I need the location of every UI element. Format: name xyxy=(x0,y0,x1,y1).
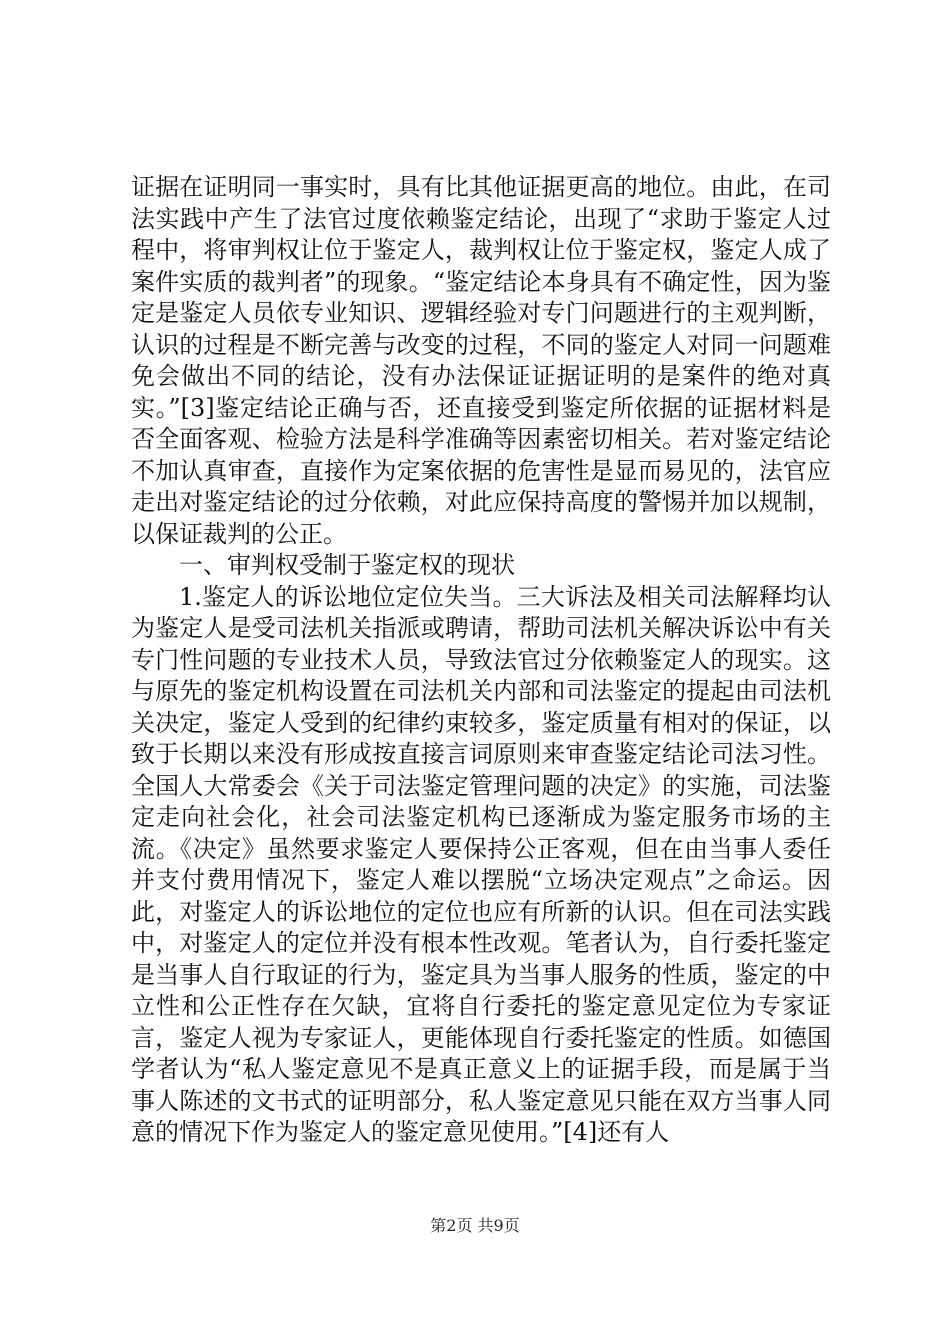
body-text xyxy=(131,172,831,1149)
page-number: 第2页 共9页 xyxy=(430,1216,520,1235)
page-footer xyxy=(0,1216,950,1236)
section-heading: 一、审判权受制于鉴定权的现状 xyxy=(179,551,515,579)
paragraph-item-1: 1.鉴定人的诉讼地位定位失当。三大诉法及相关司法解释均认为鉴定人是受司法机关指派或聘请，帮助司法机关解决诉讼中有关专门性问题的专业技术人员，导致法官过分依赖鉴定人的现实。这与原先的鉴定机构设置在司法机关内部和司法鉴定的提起由司法机关决定，鉴定人受到的纪律约束较多，鉴定质量有相对的保证，以致于长期以来没有形成按直接言词原则来审查鉴定结论司法习性。全国人大常委会《关于司法鉴定管理问题的决定》的实施，司法鉴定走向社会化，社会司法鉴定机构已逐渐成为鉴定服务市场的主流。《决定》虽然要求鉴定人要保持公正客观，但在由当事人委任并支付费用情况下，鉴定人难以摆脱“立场决定观点”之命运。因此，对鉴定人的诉讼地位的定位也应有所新的认识。但在司法实践中，对鉴定人的定位并没有根本性改观。笔者认为，自行委托鉴定是当事人自行取证的行为，鉴定具为当事人服务的性质，鉴定的中立性和公正性存在欠缺，宜将自行委托的鉴定意见定位为专家证言，鉴定人视为专家证人，更能体现自行委托鉴定的性质。如德国学者认为“私人鉴定意见不是真正意义上的证据手段，而是属于当事人陈述的文书式的证明部分，私人鉴定意见只能在双方当事人同意的情况下作为鉴定人的鉴定意见使用。”[4]还有人 xyxy=(131,582,831,1146)
paragraph-continuation: 证据在证明同一事实时，具有比其他证据更高的地位。由此，在司法实践中产生了法官过度依赖鉴定结论，出现了“求助于鉴定人过程中，将审判权让位于鉴定人，裁判权让位于鉴定权，鉴定人成了案件实质的裁判者”的现象。“鉴定结论本身具有不确定性，因为鉴定是鉴定人员依专业知识、逻辑经验对专门问题进行的主观判断，认识的过程是不断完善与改变的过程，不同的鉴定人对同一问题难免会做出不同的结论，没有办法保证证据证明的是案件的绝对真实。”[3]鉴定结论正确与否，还直接受到鉴定所依据的证据材料是否全面客观、检验方法是科学准确等因素密切相关。若对鉴定结论不加认真审查，直接作为定案依据的危害性是显而易见的，法官应走出对鉴定结论的过分依赖，对此应保持高度的警惕并加以规制，以保证裁判的公正。 xyxy=(131,173,831,548)
